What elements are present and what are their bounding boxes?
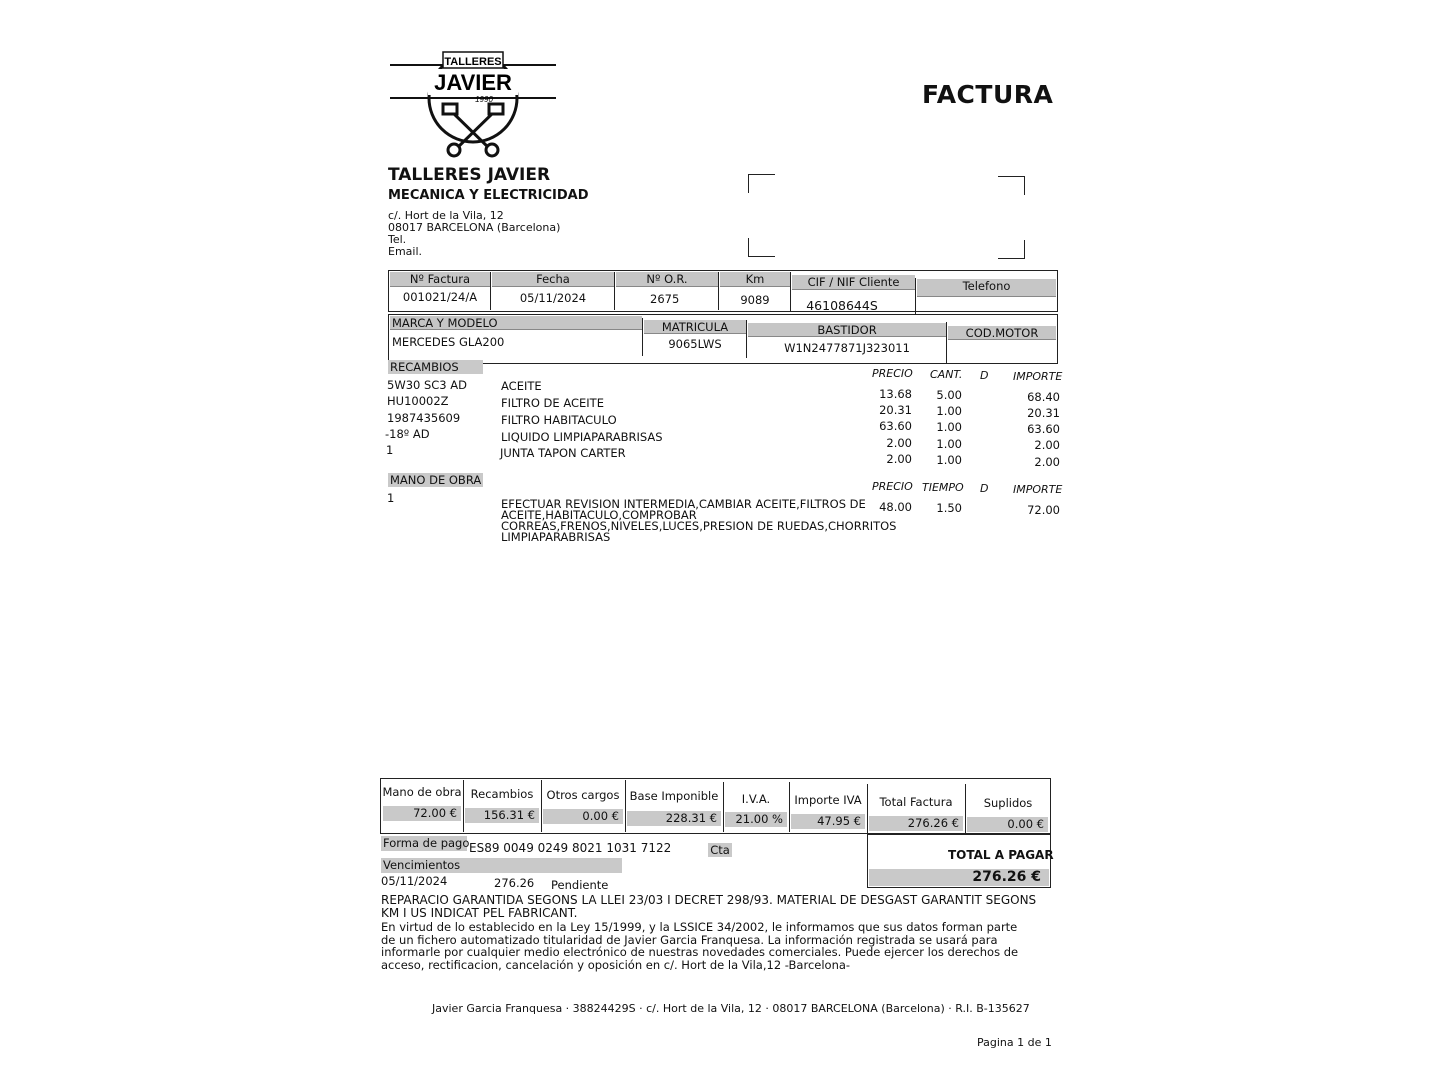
part-qty: 1.00 [936,437,962,451]
part-code: -18º AD [385,427,430,441]
privacy-notice: En virtud de lo establecido en la Ley 15/1999, y la LSSICE 34/2002, le informamos que sus datos forman parte de un fichero automatizado titularidad de Javier Garcia Franquesa. La información registrada se usará para informarle por cualquier medio electrónico de nuestras novedades comerciales. Puede ejercer los derechos de acceso, rectificacion, cancelación y oposición en c/. Hort de la Vila,12 -Barcelona- [381,920,1019,972]
labor-col-amount: IMPORTE [1013,483,1063,496]
total-invoice-value: 276.26 € [869,816,963,831]
part-amount: 2.00 [1034,438,1060,452]
part-qty: 1.00 [936,404,962,418]
total-base-label: Base Imponible [629,789,719,803]
labor-description-line2: ACEITE,HABITACULO,COMPROBAR [501,508,697,522]
total-parts-label: Recambios [470,787,534,801]
part-description: ACEITE [501,379,542,393]
labor-description-line1: EFECTUAR REVISION INTERMEDIA,CAMBIAR ACEITE,FILTROS DE [501,497,866,511]
company-address-line1: c/. Hort de la Vila, 12 [388,209,504,222]
logo-main-text: JAVIER [434,70,512,95]
plate-value: 9065LWS [668,337,722,351]
total-labor-value: 72.00 € [383,806,461,821]
total-to-pay-value: 276.26 € [869,869,1049,886]
company-name: TALLERES JAVIER [388,165,551,185]
part-qty: 1.00 [936,453,962,467]
payment-method-label: Forma de pago [383,836,470,850]
part-amount: 63.60 [1027,422,1060,436]
total-to-pay-label: TOTAL A PAGAR [948,848,1054,862]
labor-price: 48.00 [879,500,912,514]
total-vat-amount-label: Importe IVA [794,793,862,807]
payment-account-type: Cta [708,843,732,857]
make-model-value: MERCEDES GLA200 [392,335,505,349]
part-amount: 2.00 [1034,455,1060,469]
total-invoice-label: Total Factura [879,795,953,809]
labor-col-time: TIEMPO [922,481,964,494]
parts-section-label: RECAMBIOS [388,360,483,374]
company-address-line2: 08017 BARCELONA (Barcelona) [388,221,561,234]
company-logo [388,38,558,166]
part-code: 1987435609 [387,411,461,425]
labor-description-line3: CORREAS,FRENOS,NIVELES,LUCES,PRESION DE RUEDAS,CHORRITOS [501,519,897,533]
invoice-date-value: 05/11/2024 [519,291,587,305]
chassis-label: BASTIDOR [748,323,946,337]
parts-col-discount: D [980,369,989,382]
company-tagline: MECANICA Y ELECTRICIDAD [388,188,589,203]
invoice-number-label: Nº Factura [390,272,490,287]
warranty-notice: REPARACIO GARANTIDA SEGONS LA LLEI 23/03 I DECRET 298/93. MATERIAL DE DESGAST GARANTIT SEGONS KM I US INDICAT PEL FABRICANT. [381,893,1037,920]
part-price: 63.60 [879,419,912,433]
labor-time: 1.50 [936,501,962,515]
page-number: Pagina 1 de 1 [977,1036,1052,1049]
total-supplements-label: Suplidos [983,796,1033,810]
due-amount: 276.26 [494,876,535,890]
total-vat-amount-value: 47.95 € [791,814,865,829]
part-price: 20.31 [879,403,912,417]
total-vat-rate-value: 21.00 % [725,812,787,827]
labor-col-discount: D [980,482,989,495]
part-description: FILTRO HABITACULO [501,413,617,427]
parts-col-qty: CANT. [930,368,963,381]
total-other-value: 0.00 € [543,809,623,824]
labor-amount: 72.00 [1027,503,1060,517]
labor-section-label: MANO DE OBRA [390,473,482,487]
part-qty: 1.00 [936,420,962,434]
footer-company-line: Javier Garcia Franquesa · 38824429S · c/. Hort de la Vila, 12 · 08017 BARCELONA (Barcelona) · R.I. B-135627 [432,1002,1030,1015]
part-description: JUNTA TAPON CARTER [500,446,626,460]
order-number-label: Nº O.R. [616,272,718,287]
part-price: 2.00 [886,436,912,450]
company-email-label: Email. [388,245,423,258]
labor-col-price: PRECIO [872,480,913,493]
phone-label: Telefono [917,279,1056,297]
client-id-label: CIF / NIF Cliente [792,275,915,290]
parts-col-price: PRECIO [872,367,913,380]
part-description: FILTRO DE ACEITE [501,396,604,410]
labor-code: 1 [387,491,395,505]
km-label: Km [720,272,790,287]
parts-col-amount: IMPORTE [1013,370,1063,383]
labor-description-line4: LIMPIAPARABRISAS [501,530,611,544]
part-price: 13.68 [879,387,912,401]
total-other-label: Otros cargos [546,788,620,802]
due-date: 05/11/2024 [381,874,448,888]
due-dates-label: Vencimientos [381,858,622,873]
part-code: HU10002Z [387,394,449,408]
logo-top-text: TALLERES [444,56,502,68]
part-description: LIQUIDO LIMPIAPARABRISAS [501,430,663,444]
part-qty: 5.00 [936,388,962,402]
part-code: 5W30 SC3 AD [387,378,468,392]
part-code: 1 [386,443,394,457]
plate-label: MATRICULA [644,320,746,334]
make-model-label: MARCA Y MODELO [390,316,642,330]
chassis-value: W1N2477871J323011 [784,341,910,355]
payment-iban: ES89 0049 0249 8021 1031 7122 [469,841,672,855]
total-labor-label: Mano de obra [382,785,462,799]
total-base-value: 228.31 € [627,811,721,826]
km-value: 9089 [740,293,770,307]
order-number-value: 2675 [650,292,680,306]
logo-year: 1990 [475,95,493,104]
document-title: FACTURA [922,80,1054,109]
total-vat-rate-label: I.V.A. [741,792,771,806]
engine-code-label: COD.MOTOR [948,326,1056,340]
total-parts-value: 156.31 € [465,808,539,823]
total-supplements-value: 0.00 € [967,817,1048,832]
part-price: 2.00 [886,452,912,466]
invoice-date-label: Fecha [492,272,614,287]
invoice-number-value: 001021/24/A [402,290,478,304]
part-amount: 68.40 [1027,390,1060,404]
due-status: Pendiente [551,878,609,892]
part-amount: 20.31 [1027,406,1060,420]
company-tel-label: Tel. [388,233,407,246]
client-id-value: 46108644S [806,298,878,313]
